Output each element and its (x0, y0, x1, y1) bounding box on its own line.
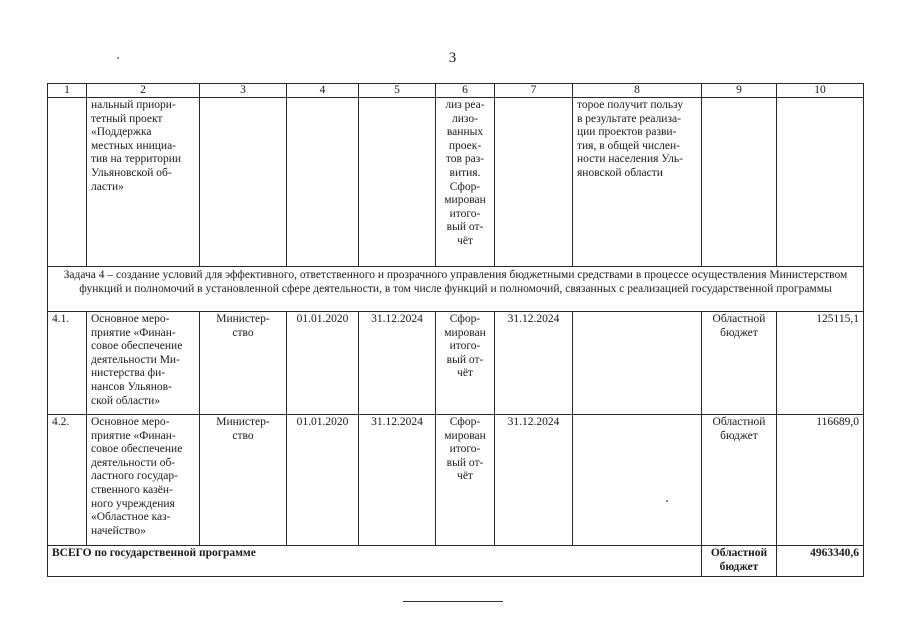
result: Сфор- мирован итого- вый от- чёт (436, 312, 495, 415)
measure-name: Основное меро- приятие «Финан- совое обеспечение деятельности Ми- нистерства фи- нансов Ульянов- ской области» (87, 312, 200, 415)
header-cell: 4 (287, 84, 359, 98)
header-cell: 8 (573, 84, 702, 98)
program-table (47, 83, 864, 577)
total-funding-source: Областной бюджет (702, 546, 777, 577)
row-number: 4.1. (48, 312, 87, 415)
table-row (48, 312, 864, 415)
scan-speck (666, 500, 668, 502)
header-cell: 5 (359, 84, 436, 98)
continuation-project-name: нальный приори- тетный проект «Поддержка местных инициа- тив на территории Ульяновской об- ласти» (87, 98, 200, 267)
header-cell: 7 (495, 84, 573, 98)
funding-source: Областной бюджет (702, 415, 777, 546)
footer-divider (403, 601, 503, 602)
header-cell: 1 (48, 84, 87, 98)
executor: Министер- ство (200, 312, 287, 415)
scan-speck (117, 57, 119, 59)
total-label: ВСЕГО по государственной программе (48, 546, 702, 577)
total-amount: 4963340,6 (777, 546, 864, 577)
task-row (48, 267, 864, 312)
row-number: 4.2. (48, 415, 87, 546)
end-date: 31.12.2024 (359, 312, 436, 415)
total-row (48, 546, 864, 577)
header-row (48, 84, 864, 98)
indicator (573, 312, 702, 415)
page-number: 3 (448, 50, 457, 66)
result-date: 31.12.2024 (495, 415, 573, 546)
continuation-indicator: торое получит пользу в результате реализа- ции проектов разви- тия, в общей числен- ности населения Уль- яновской области (573, 98, 702, 267)
amount: 116689,0 (777, 415, 864, 546)
header-cell: 10 (777, 84, 864, 98)
table-row (48, 415, 864, 546)
header-cell: 3 (200, 84, 287, 98)
result: Сфор- мирован итого- вый от- чёт (436, 415, 495, 546)
header-cell: 9 (702, 84, 777, 98)
continuation-row (48, 98, 864, 267)
start-date: 01.01.2020 (287, 415, 359, 546)
indicator (573, 415, 702, 546)
header-cell: 2 (87, 84, 200, 98)
measure-name: Основное меро- приятие «Финан- совое обеспечение деятельности об- ластного государ- ственного казён- ного учреждения «Областное каз- начейство» (87, 415, 200, 546)
task-text: Задача 4 – создание условий для эффективного, ответственного и прозрачного управления бюджетными средствами в процессе осуществления Министерством функций и полномочий в установленной сфере деятельности, в том числе функций и полномочий, связанных с реализацией государственной программы (48, 267, 864, 312)
continuation-result: лиз реа- лизо- ванных проек- тов раз- вития. Сфор- мирован итого- вый от- чёт (436, 98, 495, 267)
result-date: 31.12.2024 (495, 312, 573, 415)
amount: 125115,1 (777, 312, 864, 415)
end-date: 31.12.2024 (359, 415, 436, 546)
header-cell: 6 (436, 84, 495, 98)
start-date: 01.01.2020 (287, 312, 359, 415)
funding-source: Областной бюджет (702, 312, 777, 415)
executor: Министер- ство (200, 415, 287, 546)
